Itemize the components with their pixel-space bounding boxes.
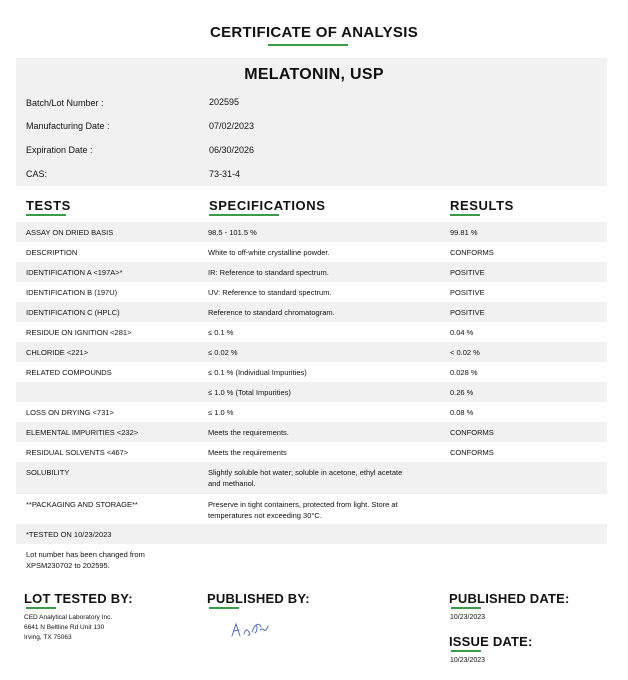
test-result: 99.81 % xyxy=(450,228,478,237)
table-row xyxy=(16,302,607,322)
expiration-date-label: Expiration Date : xyxy=(26,145,93,155)
test-result: 0.04 % xyxy=(450,328,474,337)
test-name: RELATED COMPOUNDS xyxy=(26,368,112,377)
table-row xyxy=(16,222,607,242)
issue-date-heading: ISSUE DATE: xyxy=(449,634,533,649)
test-result: POSITIVE xyxy=(450,308,485,317)
results-column-header: RESULTS xyxy=(450,198,514,213)
table-row xyxy=(16,362,607,382)
document-title: CERTIFICATE OF ANALYSIS xyxy=(209,24,419,41)
table-row xyxy=(16,262,607,282)
manufacturing-date-label: Manufacturing Date : xyxy=(26,121,110,131)
product-name: MELATONIN, USP xyxy=(244,66,384,83)
lot-tested-by-underline xyxy=(26,607,56,609)
test-name: LOSS ON DRYING <731> xyxy=(26,408,114,417)
lab-name: CED Analytical Laboratory Inc. xyxy=(24,614,113,621)
specifications-column-header: SPECIFICATIONS xyxy=(209,198,326,213)
lab-address: 6641 N Beltline Rd Unit 130 xyxy=(24,624,105,631)
batch-lot-label: Batch/Lot Number : xyxy=(26,98,104,108)
lot-change-note: Lot number has been changed from XPSM230702 to 202595. xyxy=(26,550,145,570)
tests-column-header: TESTS xyxy=(26,198,71,213)
test-name: ASSAY ON DRIED BASIS xyxy=(26,228,114,237)
table-row xyxy=(16,462,607,494)
tested-on-row xyxy=(16,524,607,544)
batch-lot-value: 202595 xyxy=(209,97,240,107)
cas-value: 73-31-4 xyxy=(209,169,241,179)
test-spec: Reference to standard chromatogram. xyxy=(208,308,335,317)
test-spec: IR: Reference to standard spectrum. xyxy=(208,268,329,277)
published-date-value: 10/23/2023 xyxy=(450,614,486,621)
test-spec: ≤ 1.0 % (Total Impurities) xyxy=(208,388,291,397)
test-spec: ≤ 1.0 % xyxy=(208,408,234,417)
table-row xyxy=(16,282,607,302)
tested-on-note: *TESTED ON 10/23/2023 xyxy=(26,530,112,539)
published-by-underline xyxy=(209,607,239,609)
test-spec: Slightly soluble hot water; soluble in acetone, ethyl acetate and methanol. xyxy=(208,468,403,488)
title-underline xyxy=(268,44,348,46)
tests-underline xyxy=(26,214,66,216)
table-row xyxy=(16,442,607,462)
published-date-heading: PUBLISHED DATE: xyxy=(449,591,570,606)
lot-tested-by-heading: LOT TESTED BY: xyxy=(24,591,133,606)
test-result: CONFORMS xyxy=(450,428,494,437)
expiration-date-value: 06/30/2026 xyxy=(209,145,255,155)
test-spec: Meets the requirements. xyxy=(208,428,289,437)
test-name: RESIDUAL SOLVENTS <467> xyxy=(26,448,129,457)
test-spec: UV: Reference to standard spectrum. xyxy=(208,288,332,297)
lab-city: Irving, TX 75063 xyxy=(24,634,72,641)
test-spec: Meets the requirements xyxy=(208,448,287,457)
test-result: 0.08 % xyxy=(450,408,474,417)
issue-date-underline xyxy=(451,650,481,652)
test-name: CHLORIDE <221> xyxy=(26,348,89,357)
table-row xyxy=(16,402,607,422)
test-spec: 98.5 - 101.5 % xyxy=(208,228,257,237)
test-result: POSITIVE xyxy=(450,268,485,277)
test-name: IDENTIFICATION A <197A>* xyxy=(26,268,123,277)
test-result: 0.028 % xyxy=(450,368,478,377)
published-by-heading: PUBLISHED BY: xyxy=(207,591,310,606)
issue-date-value: 10/23/2023 xyxy=(450,657,486,664)
test-spec: ≤ 0.1 % (Individual Impurities) xyxy=(208,368,307,377)
test-spec: Preserve in tight containers, protected from light. Store at temperatures not exceeding 30°C. xyxy=(208,500,398,520)
table-row xyxy=(16,494,607,524)
test-result: POSITIVE xyxy=(450,288,485,297)
table-row xyxy=(16,422,607,442)
cas-label: CAS: xyxy=(26,169,48,179)
test-name: DESCRIPTION xyxy=(26,248,78,257)
test-name: IDENTIFICATION B (197U) xyxy=(26,288,118,297)
results-underline xyxy=(450,214,480,216)
test-name: ELEMENTAL IMPURITIES <232> xyxy=(26,428,139,437)
specifications-underline xyxy=(209,214,279,216)
manufacturing-date-value: 07/02/2023 xyxy=(209,121,255,131)
test-spec: White to off-white crystalline powder. xyxy=(208,248,330,257)
table-row xyxy=(16,242,607,262)
test-name: SOLUBILITY xyxy=(26,468,70,477)
test-name: IDENTIFICATION C (HPLC) xyxy=(26,308,120,317)
test-result: CONFORMS xyxy=(450,248,494,257)
published-date-underline xyxy=(451,607,481,609)
table-row xyxy=(16,322,607,342)
test-name: **PACKAGING AND STORAGE** xyxy=(26,500,138,509)
test-name: RESIDUE ON IGNITION <281> xyxy=(26,328,132,337)
test-spec: ≤ 0.02 % xyxy=(208,348,238,357)
table-row xyxy=(16,342,607,362)
test-result: < 0.02 % xyxy=(450,348,480,357)
table-row xyxy=(16,382,607,402)
signature-image xyxy=(230,618,272,640)
test-result: 0.26 % xyxy=(450,388,474,397)
test-spec: ≤ 0.1 % xyxy=(208,328,234,337)
test-result: CONFORMS xyxy=(450,448,494,457)
